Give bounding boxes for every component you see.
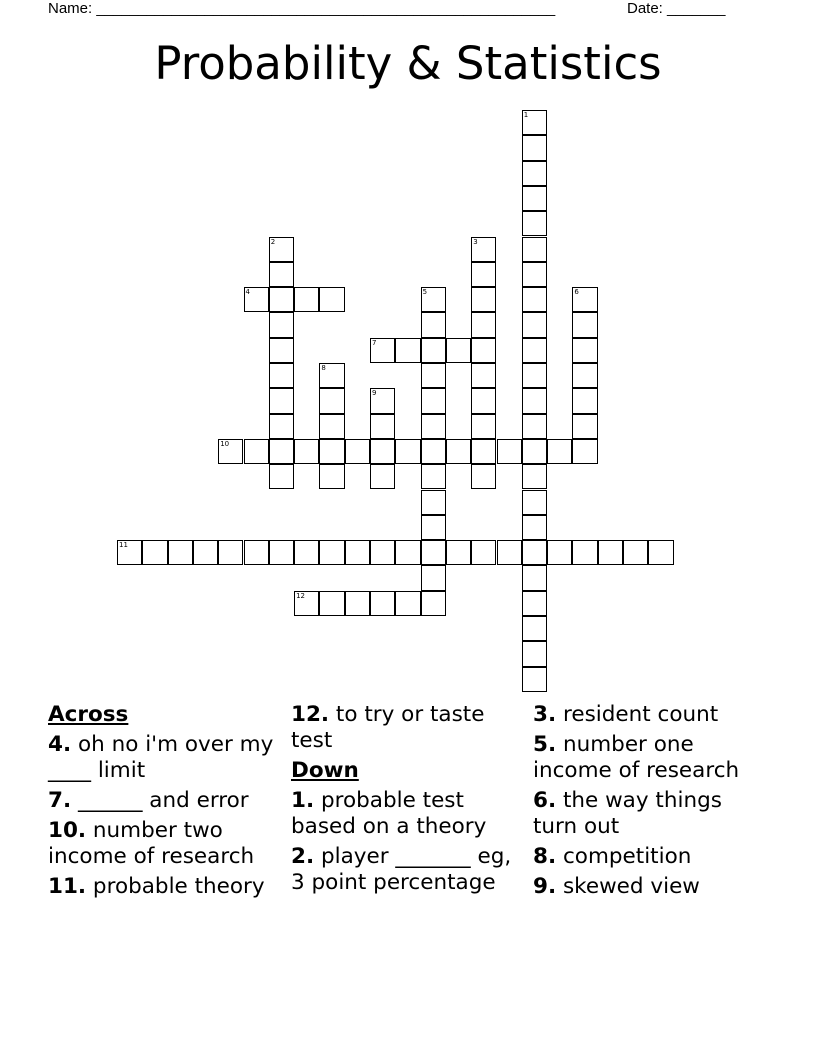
date-line: Date: _______ (627, 0, 726, 17)
clues-column-2 (291, 702, 523, 900)
clue-text: competition (556, 844, 692, 869)
grid-cell[interactable] (269, 363, 294, 388)
clue-text: the way things turn out (533, 788, 722, 839)
grid-cell[interactable] (244, 439, 269, 464)
clue-number: 5. (533, 732, 557, 757)
clue-number-4: 4 (245, 288, 250, 297)
clue-text: number two income of research (48, 818, 255, 869)
grid-cell[interactable] (294, 540, 319, 565)
grid-cell[interactable] (522, 565, 547, 590)
grid-cell[interactable] (421, 312, 446, 337)
clue-number-10: 10 (220, 439, 230, 448)
grid-cell[interactable] (395, 338, 420, 363)
grid-cell[interactable] (572, 414, 597, 439)
grid-cell[interactable] (421, 565, 446, 590)
clue-text: oh no i'm over my ____ limit (48, 732, 274, 783)
clues-column-1 (48, 702, 283, 904)
clues-column-3 (533, 702, 768, 904)
grid-cell[interactable] (522, 388, 547, 413)
grid-cell[interactable] (522, 312, 547, 337)
grid-cell[interactable] (572, 388, 597, 413)
grid-cell[interactable] (244, 287, 269, 312)
grid-cell[interactable] (522, 490, 547, 515)
clue-text: number one income of research (533, 732, 740, 783)
name-line: Name: _______________________________________________________ (48, 0, 556, 17)
grid-cell[interactable] (522, 414, 547, 439)
clue-number-6: 6 (574, 288, 579, 297)
clue-text: probable theory (86, 874, 265, 899)
grid-cell[interactable] (345, 439, 370, 464)
grid-cell[interactable] (522, 287, 547, 312)
grid-cell[interactable] (370, 439, 395, 464)
grid-cell[interactable] (269, 464, 294, 489)
grid-cell[interactable] (269, 237, 294, 262)
clue-8 (533, 844, 768, 870)
clue-number: 10. (48, 818, 87, 843)
grid-cell[interactable] (218, 540, 243, 565)
grid-cell[interactable] (522, 616, 547, 641)
grid-cell[interactable] (471, 388, 496, 413)
grid-cell[interactable] (421, 414, 446, 439)
grid-cell[interactable] (370, 540, 395, 565)
clue-number-9: 9 (372, 389, 377, 398)
grid-cell[interactable] (269, 262, 294, 287)
grid-cell[interactable] (522, 515, 547, 540)
grid-cell[interactable] (522, 262, 547, 287)
grid-cell[interactable] (269, 338, 294, 363)
clue-text: skewed view (556, 874, 700, 899)
grid-cell[interactable] (319, 414, 344, 439)
grid-cell[interactable] (471, 363, 496, 388)
grid-cell[interactable] (421, 287, 446, 312)
grid-cell[interactable] (471, 414, 496, 439)
grid-cell[interactable] (269, 414, 294, 439)
clue-number-11: 11 (119, 541, 128, 550)
clue-5 (533, 732, 768, 784)
clue-number: 6. (533, 788, 557, 813)
grid-cell[interactable] (294, 287, 319, 312)
grid-cell[interactable] (244, 540, 269, 565)
grid-cell[interactable] (547, 439, 572, 464)
grid-cell[interactable] (421, 363, 446, 388)
grid-cell[interactable] (269, 312, 294, 337)
grid-cell[interactable] (345, 540, 370, 565)
grid-cell[interactable] (218, 439, 243, 464)
grid-cell[interactable] (269, 287, 294, 312)
grid-cell[interactable] (522, 237, 547, 262)
grid-cell[interactable] (572, 287, 597, 312)
grid-cell[interactable] (319, 388, 344, 413)
clue-number: 2. (291, 844, 315, 869)
grid-cell[interactable] (370, 414, 395, 439)
clue-number-5: 5 (422, 288, 428, 297)
clue-11 (48, 874, 283, 900)
clue-number: 11. (48, 874, 87, 899)
clue-7 (48, 788, 283, 814)
grid-cell[interactable] (446, 338, 471, 363)
grid-cell[interactable] (522, 591, 547, 616)
grid-cell[interactable] (446, 540, 471, 565)
grid-cell[interactable] (294, 439, 319, 464)
clue-4 (48, 732, 283, 784)
clue-number: 8. (533, 844, 557, 869)
clue-number-12: 12 (296, 591, 306, 600)
grid-cell[interactable] (522, 186, 547, 211)
clue-12 (291, 702, 523, 754)
grid-cell[interactable] (572, 439, 597, 464)
clue-3 (533, 702, 768, 728)
grid-cell[interactable] (572, 363, 597, 388)
grid-cell[interactable] (623, 540, 648, 565)
grid-cell[interactable] (497, 439, 522, 464)
clue-9 (533, 874, 768, 900)
grid-cell[interactable] (446, 439, 471, 464)
down-heading: Down (291, 758, 359, 783)
clue-number-7: 7 (372, 338, 377, 347)
grid-cell[interactable] (319, 591, 344, 616)
clue-2 (291, 844, 523, 896)
grid-cell[interactable] (421, 515, 446, 540)
clue-10 (48, 818, 283, 870)
clue-text: to try or taste test (291, 702, 485, 753)
clue-1 (291, 788, 523, 840)
grid-cell[interactable] (471, 312, 496, 337)
grid-cell[interactable] (522, 464, 547, 489)
clue-number: 1. (291, 788, 315, 813)
grid-cell[interactable] (370, 591, 395, 616)
grid-cell[interactable] (319, 540, 344, 565)
grid-cell[interactable] (471, 237, 496, 262)
clue-text: ______ and error (71, 788, 249, 813)
grid-cell[interactable] (471, 287, 496, 312)
clue-6 (533, 788, 768, 840)
grid-cell[interactable] (421, 591, 446, 616)
clue-text: player _______ eg, 3 point percentage (291, 844, 512, 895)
grid-cell[interactable] (547, 540, 572, 565)
across-heading: Across (48, 702, 129, 727)
clue-number-2: 2 (270, 237, 276, 246)
grid-cell[interactable] (370, 388, 395, 413)
page-title: Probability & Statistics (154, 37, 662, 90)
grid-cell[interactable] (269, 439, 294, 464)
grid-cell[interactable] (471, 262, 496, 287)
grid-cell[interactable] (370, 338, 395, 363)
grid-cell[interactable] (421, 388, 446, 413)
grid-cell[interactable] (421, 490, 446, 515)
clue-number: 12. (291, 702, 330, 727)
grid-cell[interactable] (395, 540, 420, 565)
grid-cell[interactable] (471, 464, 496, 489)
grid-cell[interactable] (421, 439, 446, 464)
grid-cell[interactable] (421, 338, 446, 363)
grid-cell[interactable] (522, 363, 547, 388)
clue-number-3: 3 (473, 237, 478, 246)
clue-number-1: 1 (523, 111, 529, 119)
grid-cell[interactable] (497, 540, 522, 565)
grid-cell[interactable] (294, 591, 319, 616)
grid-cell[interactable] (648, 540, 673, 565)
grid-cell[interactable] (572, 338, 597, 363)
clue-text: probable test based on a theory (291, 788, 487, 839)
grid-cell[interactable] (193, 540, 218, 565)
grid-cell[interactable] (370, 464, 395, 489)
grid-cell[interactable] (421, 464, 446, 489)
grid-cell[interactable] (117, 540, 142, 565)
clue-number-8: 8 (321, 364, 326, 372)
grid-cell[interactable] (522, 439, 547, 464)
grid-cell[interactable] (269, 388, 294, 413)
grid-cell[interactable] (522, 338, 547, 363)
clue-number: 9. (533, 874, 557, 899)
grid-cell[interactable] (522, 161, 547, 186)
grid-cell[interactable] (319, 464, 344, 489)
grid-cell[interactable] (319, 363, 344, 388)
grid-cell[interactable] (522, 667, 547, 692)
grid-cell[interactable] (522, 540, 547, 565)
clue-number: 4. (48, 732, 72, 757)
clue-number: 3. (533, 702, 557, 727)
grid-cell[interactable] (395, 591, 420, 616)
grid-cell[interactable] (471, 338, 496, 363)
grid-cell[interactable] (522, 211, 547, 236)
grid-cell[interactable] (598, 540, 623, 565)
clue-text: resident count (556, 702, 719, 727)
clue-number: 7. (48, 788, 72, 813)
grid-cell[interactable] (572, 312, 597, 337)
grid-cell[interactable] (142, 540, 167, 565)
grid-cell[interactable] (345, 591, 370, 616)
grid-cell[interactable] (319, 287, 344, 312)
grid-cell[interactable] (522, 135, 547, 160)
grid-cell[interactable] (471, 540, 496, 565)
grid-cell[interactable] (269, 540, 294, 565)
grid-cell[interactable] (168, 540, 193, 565)
grid-cell[interactable] (395, 439, 420, 464)
grid-cell[interactable] (421, 540, 446, 565)
grid-cell[interactable] (572, 540, 597, 565)
grid-cell[interactable] (319, 439, 344, 464)
grid-cell[interactable] (522, 641, 547, 666)
grid-cell[interactable] (471, 439, 496, 464)
grid-cell[interactable] (522, 110, 547, 135)
